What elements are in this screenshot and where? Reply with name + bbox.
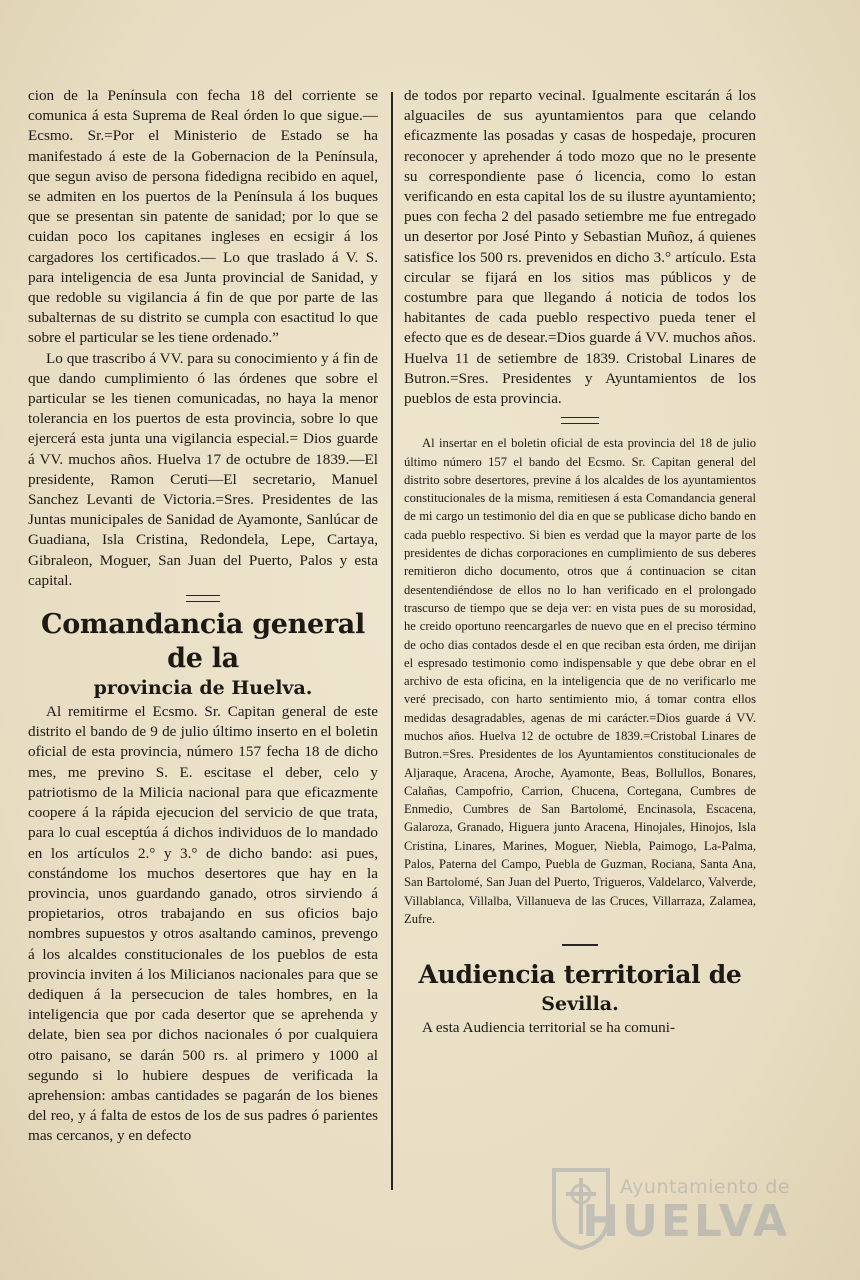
section-title-audiencia: Audiencia territorial de [418, 959, 742, 989]
left-paragraph-2: Lo que trascribo á VV. para su conocimiento y á fin de que dando cumplimiento ó las órdenes que sobre el particular se les tienen comunicadas, no haya la menor tolerancia en los puertos de esta provincia, sobre lo que ejercerá esta junta una vigilancia especial.= Dios guarde á VV. muchos años. Huelva 17 de octubre de 1839.—El presidente, Ramon Ceruti—El secretario, Manuel Sanchez Levanti de Victoria.=Sres. Presidentes de las Juntas municipales de Sanidad de Ayamonte, Sanlúcar de Guadiana, Isla Cristina, Redondela, Lepe, Cartaya, Gibraleon, Moguer, San Juan del Puerto, Palos y esta capital. [28, 349, 378, 589]
watermark-line-2: HUELVA [582, 1196, 790, 1247]
section-separator [561, 417, 599, 424]
left-paragraph-1: cion de la Península con fecha 18 del corriente se comunica á esta Suprema de Real órden lo que sigue.—Ecsmo. Sr.=Por el Ministerio de Estado se ha manifestado á este de la Gobernacion de la Península, que segun aviso de persona fidedigna recibido en aquel, se admiten en los puertos de la Península á los buques que se presentan sin patente de sanidad; por lo que se cuidan poco los capitanes ingleses en ecsigir á los cargadores los certificados.— Lo que traslado á V. S. para inteligencia de esa Junta provincial de Sanidad, y que redoble su vigilancia á fin de que por parte de las subalternas de su distrito se cumpla con esactitud lo que sobre el particular se les tiene ordenado.” [28, 87, 378, 347]
right-paragraph-3: A esta Audiencia territorial se ha comuni- [422, 1018, 676, 1036]
left-column [28, 86, 378, 1147]
right-paragraph-1: de todos por reparto vecinal. Igualmente escitarán á los alguaciles de sus ayuntamientos para que celando eficazmente las posadas y casas de hospedaje, procuren reconocer y aprehender á todo mozo que no le presente su correspondiente pase ó licencia, como lo estan verificando en esta capital los de su ilustre ayuntamiento; pues con fecha 2 del pasado setiembre me fue entregado un desertor por José Pinto y Sebastian Muñoz, á quienes satisfice los 500 rs. prevenidos en dicho 3.° artículo. Esta circular se fijará en los sitios mas públicos y de costumbre para que llegando á noticia de todos los habitantes de cada pueblo respectivo pueda tener el efecto que es de desear.=Dios guarde á VV. muchos años. Huelva 11 de setiembre de 1839. Cristobal Linares de Butron.=Sres. Presidentes y Ayuntamientos de los pueblos de esta provincia. [404, 87, 756, 408]
right-column [404, 86, 756, 1038]
section-title-comandancia: Comandancia general de la [41, 609, 365, 675]
watermark [540, 1164, 790, 1254]
watermark-line-1: Ayuntamiento de [619, 1176, 790, 1198]
section-subtitle-huelva: provincia de Huelva. [93, 677, 313, 700]
short-rule [562, 944, 598, 946]
section-subtitle-sevilla: Sevilla. [541, 992, 619, 1015]
column-divider [391, 92, 393, 1190]
left-paragraph-3: Al remitirme el Ecsmo. Sr. Capitan general de este distrito el bando de 9 de julio último inserto en el boletin oficial de esta provincia, número 157 fecha 18 de dicho mes, me previno S. E. escitase el deber, celo y patriotismo de la Milicia nacional para que eficazmente coopere á la rápida ejecucion del servicio de que trata, para lo cual esceptúa á dichos individuos de lo mandado en los artículos 2.° y 3.° de dicho bando: asi pues, constándome los muchos desertores que hay en la provincia, unos guardando ganado, otros sirviendo á propietarios, otros trabajando en sus oficios bajo nombres supuestos y otros asaltando caminos, prevengo á los alcaldes constitucionales de los pueblos de esta provincia inviten á los Milicianos nacionales para que se dediquen á la persecucion de tales hombres, en la inteligencia que por cada desertor que se aprehenda y delate, bien sea por dichos nacionales ó por cualquiera otro paisano, se darán 500 rs. al primero y 1000 al segundo si lo hubiere despues de verificada la aprehension: ambas cantidades se pagarán de los bienes del reo, y á falta de estos de los de sus padres ó parientes mas cercanos, y en defecto [28, 703, 378, 1145]
right-paragraph-2: Al insertar en el boletin oficial de esta provincia del 18 de julio último número 157 el bando del Ecsmo. Sr. Capitan general del distrito sobre desertores, previne á los alcaldes de los ayuntamientos constitucionales de la misma, remitiesen á esta Comandancia general de mi cargo un testimonio del dia en que se publicase dicho bando en cada pueblo respectivo. Si bien es verdad que la mayor parte de los presidentes de dichas corporaciones en cumplimiento de sus deberes remitieron dicho documento, otros que á continuacion se citan desentendiéndose de ellos no lo han verificado en el prolongado trascurso de tiempo que se deja ver: en vista pues de su morosidad, he creido oportuno reencargarles de nuevo que en el preciso término de ocho dias contados desde el en que reciban esta órden, me dirijan el espresado testimonio como indispensable y que debe obrar en el archivo de esta oficina, en la inteligencia que de no verificarlo me veré precisado, con harto sentimiento mio, á tomar contra ellos medidas desagradables, agenas de mi carácter.=Dios guarde á VV. muchos años. Huelva 12 de octubre de 1839.=Cristobal Linares de Butron.=Sres. Presidentes de los Ayuntamientos constitucionales de Aljaraque, Aracena, Aroche, Ayamonte, Beas, Bollullos, Bonares, Calañas, Campofrio, Carrion, Chucena, Cortegana, Cumbres de Enmedio, Cumbres de San Bartolomé, Encinasola, Escacena, Galaroza, Granado, Higuera junto Aracena, Hinojales, Hinojos, Isla Cristina, Linares, Marines, Moguer, Niebla, Paimogo, La-Palma, Palos, Paterna del Campo, Puebla de Guzman, Rociana, Santa Ana, San Bartolomé, San Juan del Puerto, Trigueros, Valdelarco, Valverde, Villablanca, Villalba, Villanueva de las Cruces, Villarraza, Zalamea, Zufre. [404, 436, 756, 926]
section-separator [186, 595, 220, 602]
